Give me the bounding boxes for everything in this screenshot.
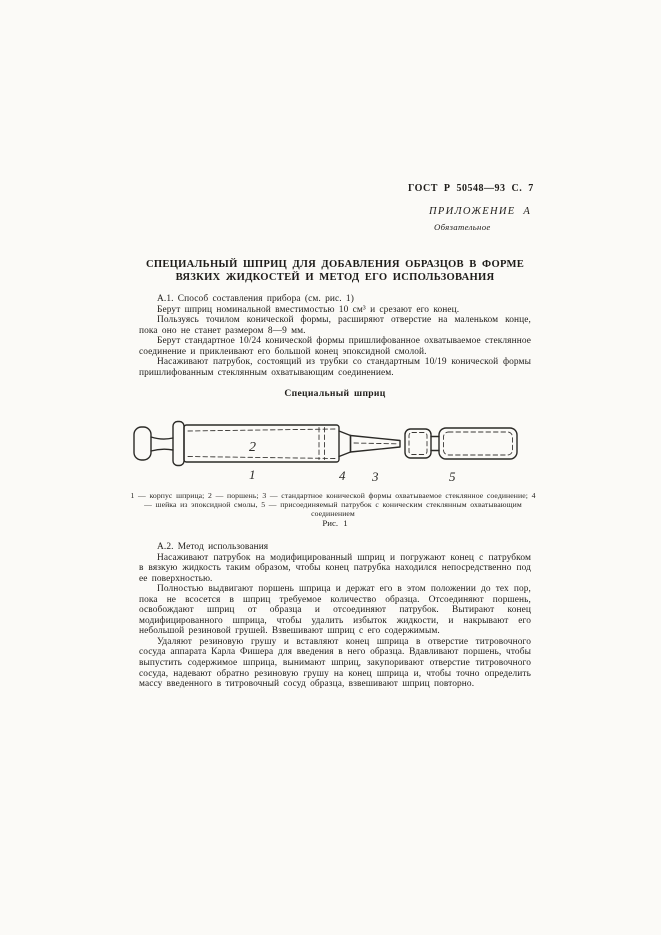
callout-5: 5: [449, 469, 456, 484]
paragraph: Полностью выдвигают поршень шприца и держат его в этом положении до тех пор, пока не всосется в шприц требуемое количество образца. Отсоединяют поршень, освобождают шприц от образца и отсоединяют патрубок. Вытирают конец модифицированного шприца, чтобы удалить избыток жидкости, и накрывают его небольшой резиновой грушей. Взвешивают шприц с его содержимым.: [139, 584, 531, 637]
tube-socket-bore: [409, 433, 427, 455]
section-a2: [139, 542, 531, 690]
paragraph: Берут стандартное 10/24 конической формы пришлифованное охватываемое стеклянное соединение и приклеивают его большой конец эпоксидной смолой.: [139, 336, 531, 357]
callout-2: 2: [249, 440, 256, 455]
figure-number: Рис. 1: [322, 518, 348, 528]
section-a1-heading: А.1. Способ составления прибора (см. рис. 1): [157, 294, 354, 304]
syringe-diagram: [118, 418, 550, 494]
callout-3: 3: [372, 469, 379, 484]
figure-syringe-drawing: [118, 418, 550, 494]
tube-body-bore: [444, 432, 513, 455]
appendix-heading: ПРИЛОЖЕНИЕ А: [429, 206, 532, 217]
paragraph: Насаживают патрубок на модифицированный шприц и погружают конец с патрубком в вязкую жидкость таким образом, чтобы конец патрубка находился непосредственно под ее поверхностью.: [139, 552, 531, 584]
paragraph: Удаляют резиновую грушу и вставляют конец шприца в отверстие титровочного сосуда аппарата Карла Фишера для введения в него образца. Вдавливают поршень, чтобы выпустить содержимое шприца, вынимают шприц, закупоривают отверстие титровочного сосуда, надевают обратно резиновую грушу на конец шприца и, чтобы точно определить массу введенного в титровочный сосуд образца, взвешивают шприц повторно.: [139, 636, 531, 690]
callout-1: 1: [249, 467, 256, 482]
tube-neck: [431, 437, 439, 451]
paragraph: Берут шприц номинальной вместимостью 10 см³ и срезают его конец.: [157, 304, 460, 315]
section-a2-heading: А.2. Метод использования: [157, 542, 269, 552]
conical-joint-centerline: [354, 443, 397, 444]
barrel-inner-wall-top: [188, 429, 335, 431]
paragraph: Насаживают патрубок, состоящий из трубки со стандартным 10/19 конической формы пришлифованным стеклянным охватывающим соединением.: [139, 357, 531, 378]
barrel-inner-wall-bottom: [188, 457, 335, 459]
document-title: СПЕЦИАЛЬНЫЙ ШПРИЦ ДЛЯ ДОБАВЛЕНИЯ ОБРАЗЦОВ В ФОРМЕ ВЯЗКИХ ЖИДКОСТЕЙ И МЕТОД ЕГО ИСПОЛЬЗОВАНИЯ: [145, 259, 525, 283]
epoxy-neck: [339, 431, 351, 457]
standard-reference: ГОСТ Р 50548—93 С. 7: [408, 183, 534, 194]
syringe-flange: [173, 422, 184, 466]
paragraph: Пользуясь точилом конической формы, расширяют отверстие на маленьком конце, пока оно не станет размером 8—9 мм.: [139, 315, 531, 336]
section-a1: [139, 294, 531, 378]
figure-title: Специальный шприц: [284, 388, 386, 399]
figure-caption: 1 — корпус шприца; 2 — поршень; 3 — стандартное конической формы охватываемое стеклянное соединение; 4 — шейка из эпоксидной смолы, 5 — присоединяемый патрубок с коническим стеклянным охватывающим соединением: [130, 491, 536, 519]
callout-4: 4: [339, 468, 346, 483]
appendix-note: Обязательное: [434, 222, 491, 232]
syringe-plunger-rod: [151, 437, 173, 451]
syringe-plunger-knob: [134, 427, 151, 460]
tube-body: [439, 428, 517, 459]
